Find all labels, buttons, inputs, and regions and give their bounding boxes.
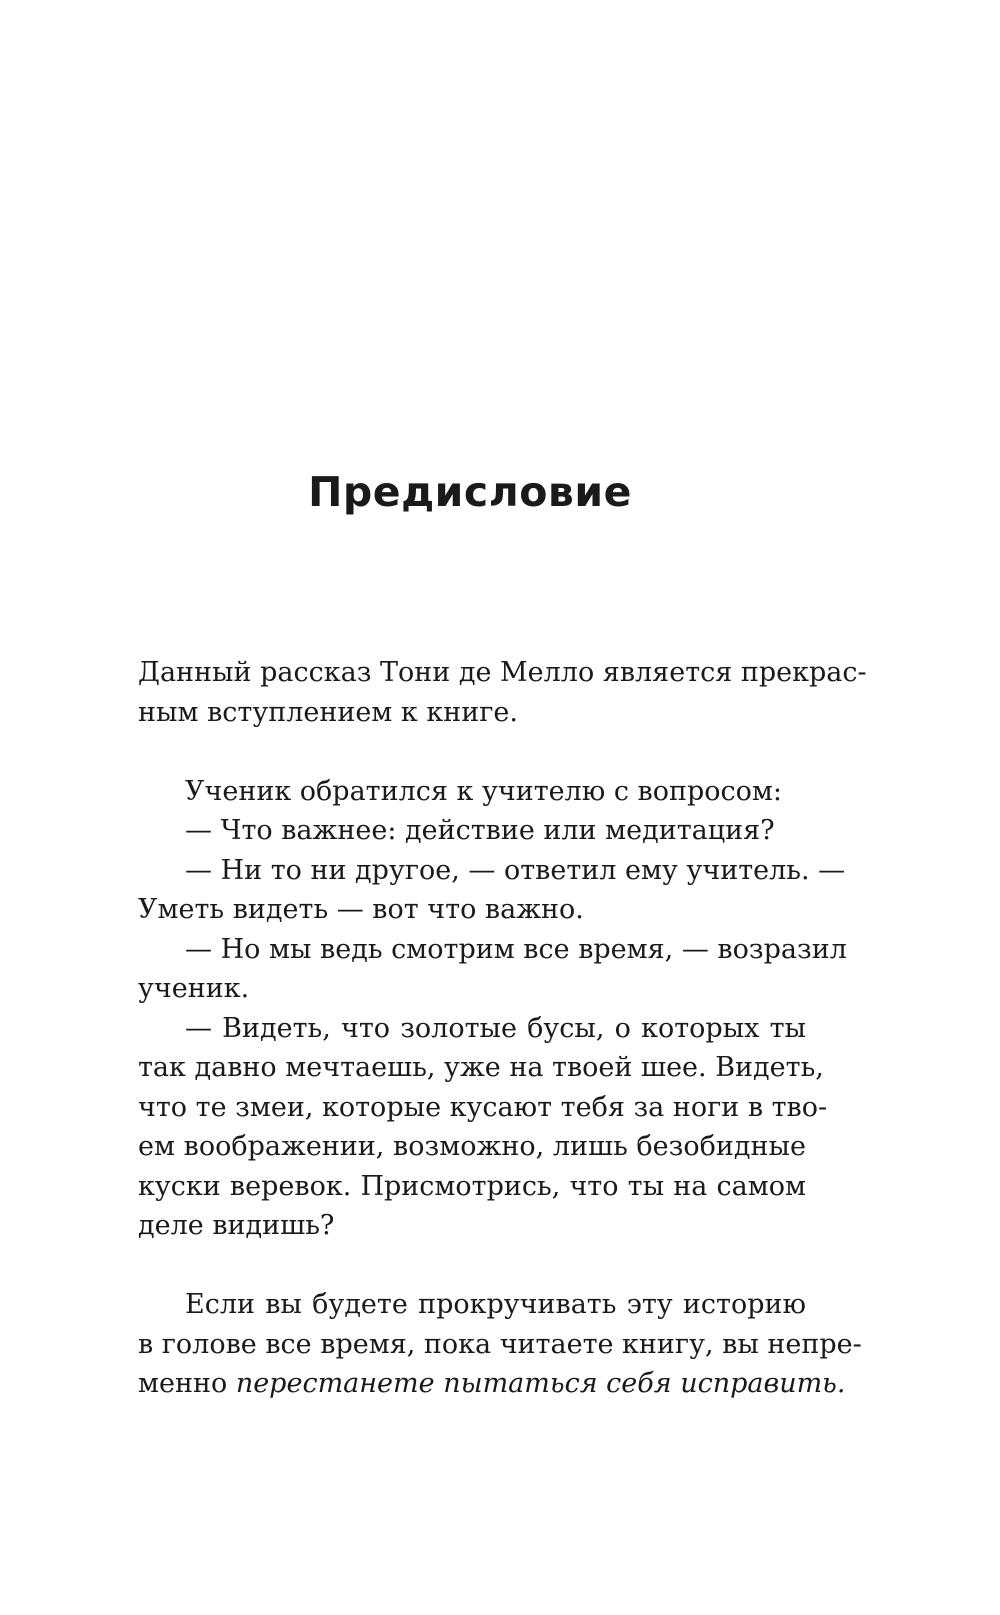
dialogue-line: Ученик обратился к учителю с вопросом: (185, 775, 783, 807)
dialogue-line: Уметь видеть — вот что важно. (138, 894, 584, 925)
closing-line: в голове все время, пока читаете книгу, вы непре- (138, 1328, 862, 1360)
dialogue-line: деле видишь? (138, 1210, 335, 1241)
intro-line: Данный рассказ Тони де Мелло является прекрас- (138, 657, 867, 688)
closing-line (138, 1364, 846, 1404)
closing-plain-text: менно (138, 1368, 236, 1399)
dialogue-line: ученик. (138, 973, 250, 1004)
closing-italic-text: перестанете пытаться себя исправить. (235, 1368, 846, 1399)
dialogue-line: — Ни то ни другое, — ответил ему учитель. — (185, 854, 846, 886)
dialogue-line: — Что важнее: действие или медитация? (185, 815, 775, 846)
page-title: Предисловие (308, 468, 632, 516)
dialogue-line: ем воображении, возможно, лишь безобидные (138, 1131, 806, 1162)
paragraph-gap (138, 732, 806, 772)
intro-line: ным вступлением к книге. (138, 696, 518, 728)
closing-line: Если вы будете прокручивать эту историю (185, 1289, 806, 1320)
dialogue-line: что те змеи, которые кусают тебя за ноги в тво- (138, 1091, 828, 1123)
dialogue-line: куски веревок. Присмотрись, что ты на самом (138, 1170, 806, 1202)
paragraph-gap (138, 1246, 806, 1286)
dialogue-line: — Видеть, что золотые бусы, о которых ты (185, 1012, 806, 1044)
body-text (138, 653, 867, 1404)
dialogue-line: так давно мечтаешь, уже на твоей шее. Видеть, (138, 1052, 824, 1083)
dialogue-line: — Но мы ведь смотрим все время, — возразил (185, 933, 847, 965)
